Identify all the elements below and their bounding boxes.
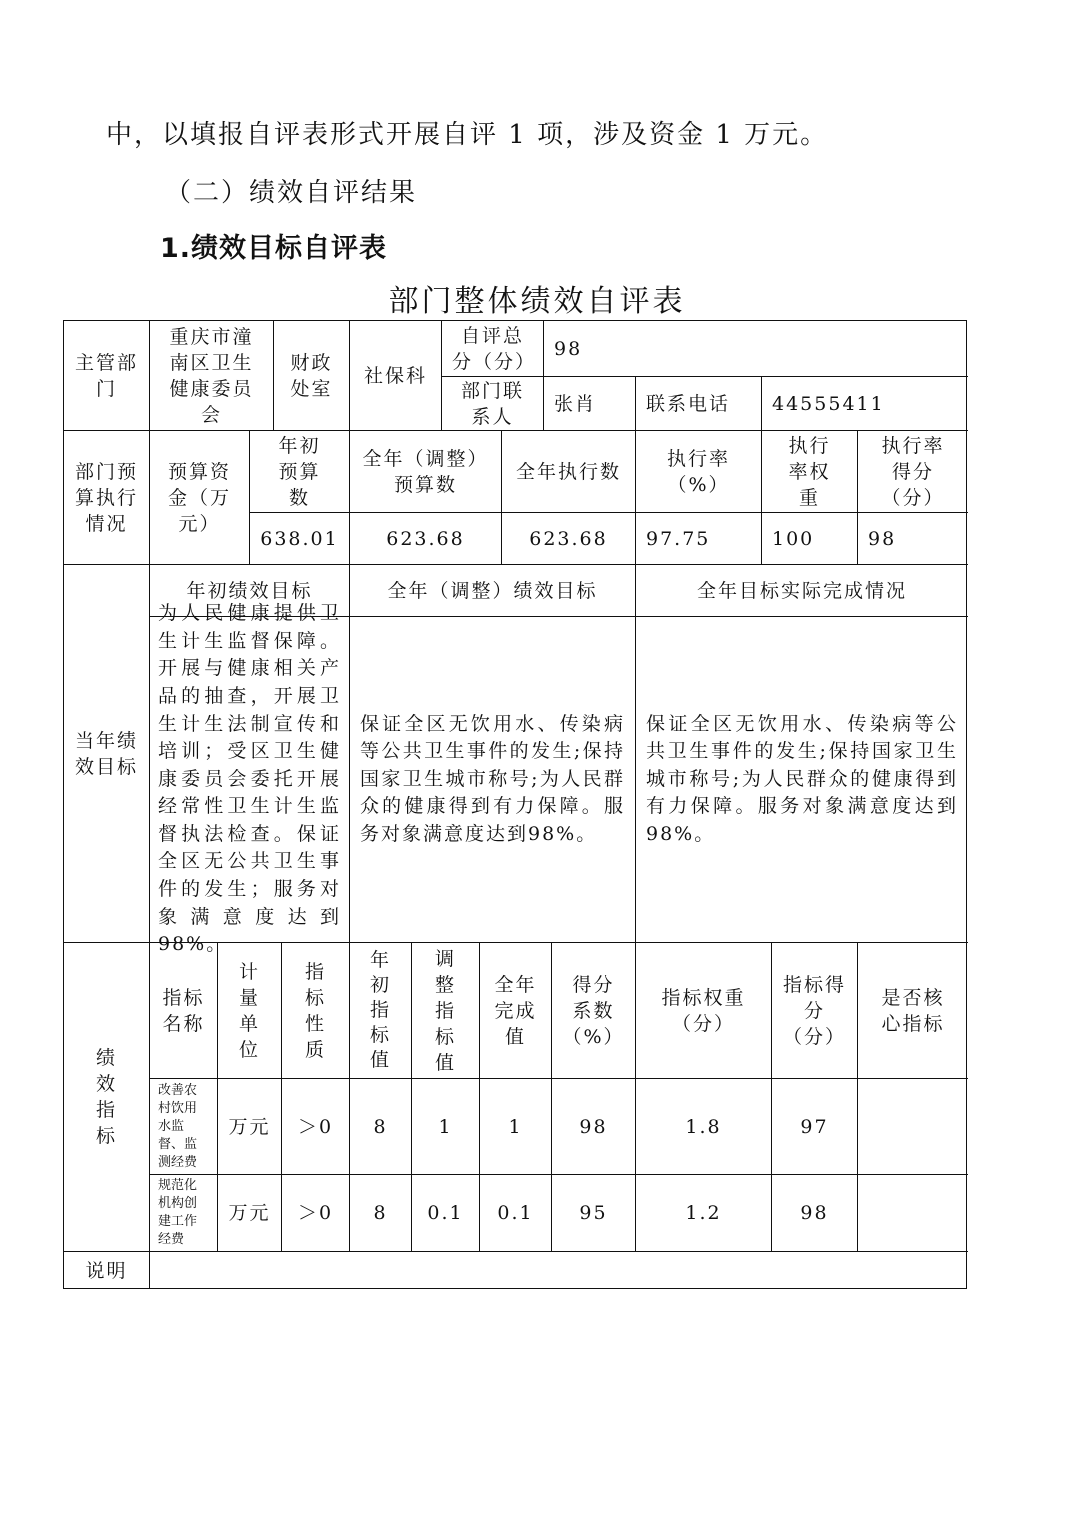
- score-value: 98: [544, 321, 968, 377]
- ind-col-core: 是否核心指标: [858, 943, 968, 1079]
- ind-row-adjusted: 0.1: [412, 1175, 480, 1252]
- contact-label: 部门联系人: [442, 377, 544, 431]
- budget-section-label: 部门预算执行情况: [64, 431, 150, 565]
- ind-row-coef: 95: [552, 1175, 636, 1252]
- ind-row-nature: ＞0: [282, 1079, 350, 1175]
- ind-row-adjusted: 1: [412, 1079, 480, 1175]
- dept-label: 主管部门: [64, 321, 150, 431]
- ind-col-unit: 计量单位: [218, 943, 282, 1079]
- ind-row-unit: 万元: [218, 1079, 282, 1175]
- notes-label: 说明: [64, 1252, 150, 1289]
- office-label: 财政处室: [274, 321, 350, 431]
- ind-row-name: 改善农村饮用水监督、监测经费: [150, 1079, 218, 1175]
- contact-value: 张肖: [544, 377, 636, 431]
- ind-row-weight: 1.8: [636, 1079, 772, 1175]
- budget-col-score: 执行率得分（分）: [858, 431, 968, 513]
- budget-col-executed: 全年执行数: [502, 431, 636, 513]
- budget-value-weight: 100: [762, 513, 858, 565]
- phone-value: 44555411: [762, 377, 968, 431]
- phone-label: 联系电话: [636, 377, 762, 431]
- ind-row-core: [858, 1175, 968, 1252]
- budget-value-initial: 638.01: [250, 513, 350, 565]
- score-label: 自评总分（分）: [442, 321, 544, 377]
- budget-value-executed: 623.68: [502, 513, 636, 565]
- notes-value: [150, 1252, 968, 1289]
- ind-row-initial: 8: [350, 1079, 412, 1175]
- goals-col-initial: 年初绩效目标: [150, 565, 350, 617]
- ind-row-initial: 8: [350, 1175, 412, 1252]
- ind-col-adjusted: 调整指标值: [412, 943, 480, 1079]
- ind-row-weight: 1.2: [636, 1175, 772, 1252]
- ind-col-completed: 全年完成值: [480, 943, 552, 1079]
- ind-row-completed: 1: [480, 1079, 552, 1175]
- ind-row-name: 规范化机构创建工作经费: [150, 1175, 218, 1252]
- ind-col-weight: 指标权重（分）: [636, 943, 772, 1079]
- goals-col-adjusted: 全年（调整）绩效目标: [350, 565, 636, 617]
- ind-row-score: 97: [772, 1079, 858, 1175]
- ind-row-nature: ＞0: [282, 1175, 350, 1252]
- dept-value: 重庆市潼南区卫生健康委员会: [150, 321, 274, 431]
- ind-row-core: [858, 1079, 968, 1175]
- ind-col-name: 指标名称: [150, 943, 218, 1079]
- budget-col-rate: 执行率（%）: [636, 431, 762, 513]
- section-heading: 1.绩效目标自评表: [160, 233, 388, 264]
- intro-line: 中，以填报自评表形式开展自评 1 项，涉及资金 1 万元。: [106, 120, 829, 150]
- ind-col-score: 指标得分（分）: [772, 943, 858, 1079]
- goals-initial-text: 为人民健康提供卫生计生监督保障。开展与健康相关产品的抽查，开展卫生计生法制宣传和培训；受区卫生健康委员会委托开展经常性卫生计生监督执法检查。保证全区无公共卫生事件的发生；服务对象满意度达到98%。: [150, 617, 350, 943]
- indicators-section-label: 绩效指标: [64, 943, 150, 1252]
- ind-row-unit: 万元: [218, 1175, 282, 1252]
- budget-funds-label: 预算资金（万元）: [150, 431, 250, 565]
- section-subheading: （二）绩效自评结果: [165, 178, 418, 208]
- table-title: 部门整体绩效自评表: [388, 284, 686, 319]
- budget-col-initial: 年初预算数: [250, 431, 350, 513]
- ind-col-initial: 年初指标值: [350, 943, 412, 1079]
- budget-value-score: 98: [858, 513, 968, 565]
- ind-row-coef: 98: [552, 1079, 636, 1175]
- goals-col-actual: 全年目标实际完成情况: [636, 565, 968, 617]
- budget-col-adjusted: 全年（调整）预算数: [350, 431, 502, 513]
- ind-col-nature: 指标性质: [282, 943, 350, 1079]
- goals-section-label: 当年绩效目标: [64, 565, 150, 943]
- budget-col-weight: 执行率权重: [762, 431, 858, 513]
- budget-value-rate: 97.75: [636, 513, 762, 565]
- goals-adjusted-text: 保证全区无饮用水、传染病等公共卫生事件的发生;保持国家卫生城市称号;为人民群众的健康得到有力保障。服务对象满意度达到98%。: [350, 617, 636, 943]
- ind-row-score: 98: [772, 1175, 858, 1252]
- ind-col-coef: 得分系数（%）: [552, 943, 636, 1079]
- self-evaluation-table: [63, 320, 967, 1289]
- office-value: 社保科: [350, 321, 442, 431]
- budget-value-adjusted: 623.68: [350, 513, 502, 565]
- goals-actual-text: 保证全区无饮用水、传染病等公共卫生事件的发生;保持国家卫生城市称号;为人民群众的健康得到有力保障。服务对象满意度达到98%。: [636, 617, 968, 943]
- ind-row-completed: 0.1: [480, 1175, 552, 1252]
